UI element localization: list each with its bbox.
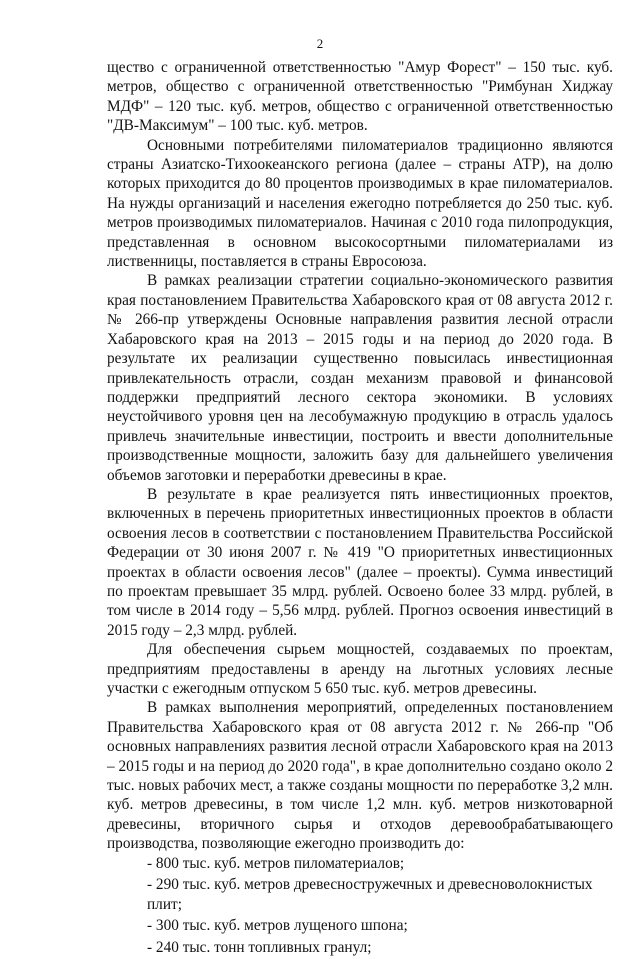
production-list [107, 854, 613, 958]
list-item: - 240 тыс. тонн топливных гранул; [147, 938, 372, 956]
document-body [107, 58, 613, 959]
page-number: 2 [316, 36, 324, 51]
paragraph-capacities: В рамках выполнения мероприятий, определенных постановлением Правительства Хабаровского края от 08 августа 2012 г. № 266-пр "Об основных направлениях развития лесной отрасли Хабаровского края на 2013 – 2015 годы и на период до 2020 года", в крае дополнительно создано около 2 тыс. новых рабочих мест, а также созданы мощности по переработке 3,2 млн. куб. метров древесины, в том числе 1,2 млн. куб. метров низкотоварной древесины, вторичного сырья и отходов деревообрабатывающего производства, позволяющие ежегодно производить до: [107, 699, 613, 853]
paragraph-forest-lease: Для обеспечения сырьем мощностей, создаваемых по проектам, предприятиям предоставлены в аренду на льготных условиях лесные участки с ежегодным отпуском 5 650 тыс. куб. метров древесины. [107, 641, 613, 697]
list-item: - 800 тыс. куб. метров пиломатериалов; [147, 854, 405, 872]
list-item: - 290 тыс. куб. метров древесностружечных и древесноволокнистых плит; [147, 876, 593, 913]
paragraph-investment-projects: В результате в крае реализуется пять инвестиционных проектов, включенных в перечень приоритетных инвестиционных проектов в области освоения лесов в соответствии с постановлением Правительства Российской Федерации от 30 июня 2007 г. № 419 "О приоритетных инвестиционных проектах в области освоения лесов" (далее – проекты). Сумма инвестиций по проектам превышает 35 млрд. рублей. Освоено более 33 млрд. рублей, в том числе в 2014 году – 5,56 млрд. рублей. Прогноз освоения инвестиций в 2015 году – 2,3 млрд. рублей. [107, 485, 613, 639]
list-item: - 300 тыс. куб. метров лущеного шпона; [147, 917, 408, 935]
paragraph-strategy: В рамках реализации стратегии социально-экономического развития края постановлением Правительства Хабаровского края от 08 августа 2012 г. № 266-пр утверждены Основные направления развития лесной отрасли Хабаровского края на 2013 – 2015 годы и на период до 2020 года. В результате их реализации существенно повысилась инвестиционная привлекательность отрасли, создан механизм правовой и финансовой поддержки предприятий лесного сектора экономики. В условиях неустойчивого уровня цен на лесобумажную продукцию в отрасль удалось привлечь значительные инвестиции, построить и ввести дополнительные производственные мощности, заложить базу для дальнейшего увеличения объемов заготовки и переработки древесины в крае. [107, 272, 613, 484]
paragraph-continuation: щество с ограниченной ответственностью "Амур Форест" – 150 тыс. куб. метров, общество с ограниченной ответственностью "Римбунан Хиджау МДФ" – 120 тыс. куб. метров, общество с ограниченной ответственностью "ДВ-Максимум" – 100 тыс. куб. метров. [107, 59, 613, 135]
paragraph-consumers: Основными потребителями пиломатериалов традиционно являются страны Азиатско-Тихоокеанского региона (далее – страны АТР), на долю которых приходится до 80 процентов производимых в крае пиломатериалов. На нужды организаций и населения ежегодно потребляется до 250 тыс. куб. метров производимых пиломатериалов. Начиная с 2010 года пилопродукция, представленная в основном высокосортными пиломатериалами из лиственницы, поставляется в страны Евросоюза. [107, 136, 613, 271]
